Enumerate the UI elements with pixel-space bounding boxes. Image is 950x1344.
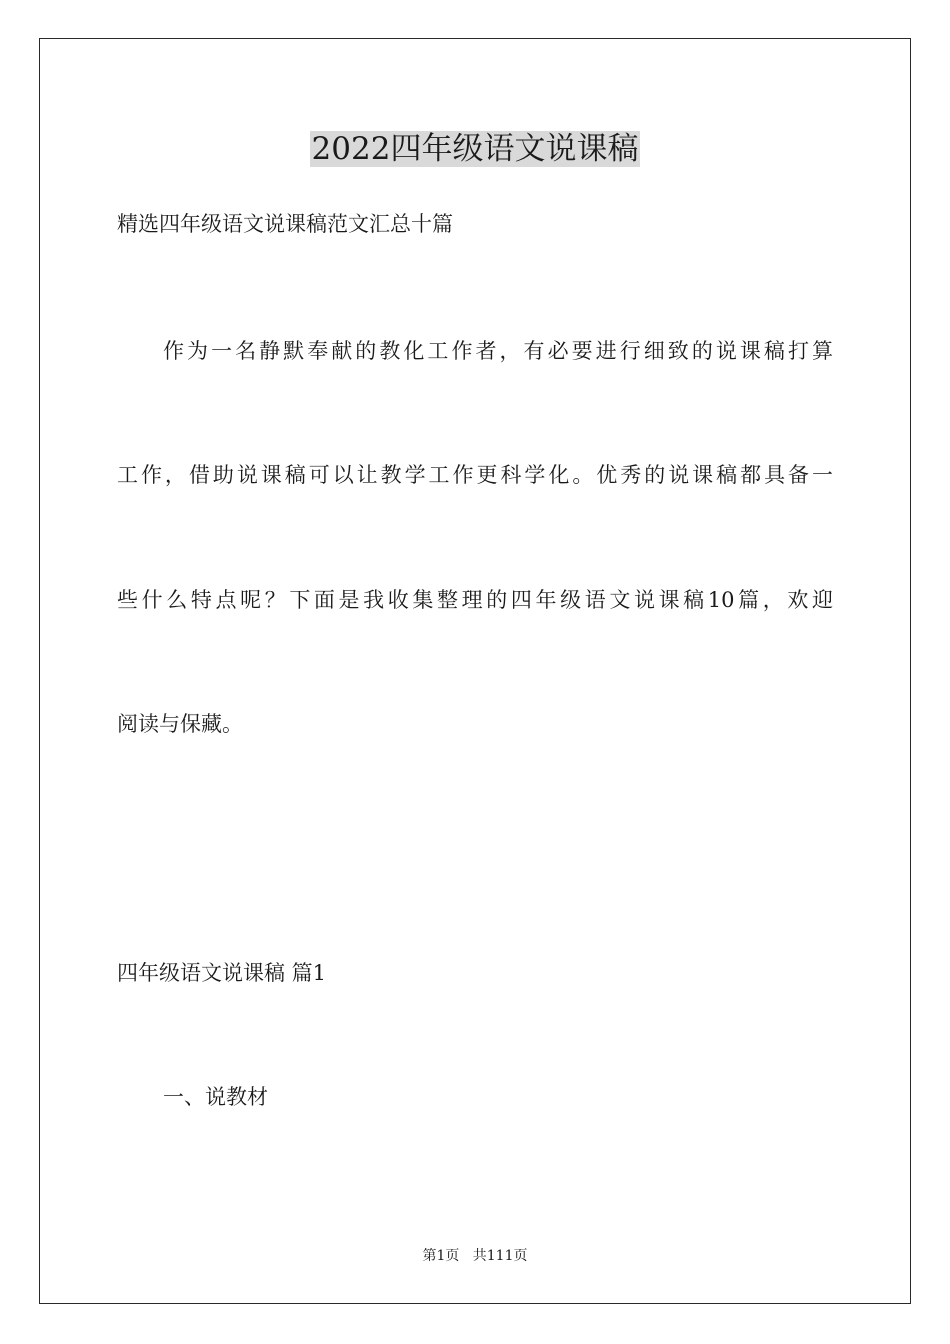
section-heading: 四年级语文说课稿 篇1 <box>117 961 327 985</box>
intro-paragraph-line-1: 作为一名静默奉献的教化工作者，有必要进行细致的说课稿打算 <box>163 339 833 363</box>
intro-paragraph-line-3: 些什么特点呢？下面是我收集整理的四年级语文说课稿10篇，欢迎 <box>117 588 833 612</box>
intro-paragraph-line-2: 工作，借助说课稿可以让教学工作更科学化。优秀的说课稿都具备一 <box>117 463 833 487</box>
document-title-text: 2022四年级语文说课稿 <box>311 131 639 167</box>
document-subtitle: 精选四年级语文说课稿范文汇总十篇 <box>117 212 453 236</box>
subsection-heading: 一、说教材 <box>163 1085 268 1109</box>
intro-paragraph-line-4: 阅读与保藏。 <box>117 712 243 736</box>
document-title <box>0 127 950 171</box>
page-number-footer: 第1页 共111页 <box>422 1248 528 1264</box>
